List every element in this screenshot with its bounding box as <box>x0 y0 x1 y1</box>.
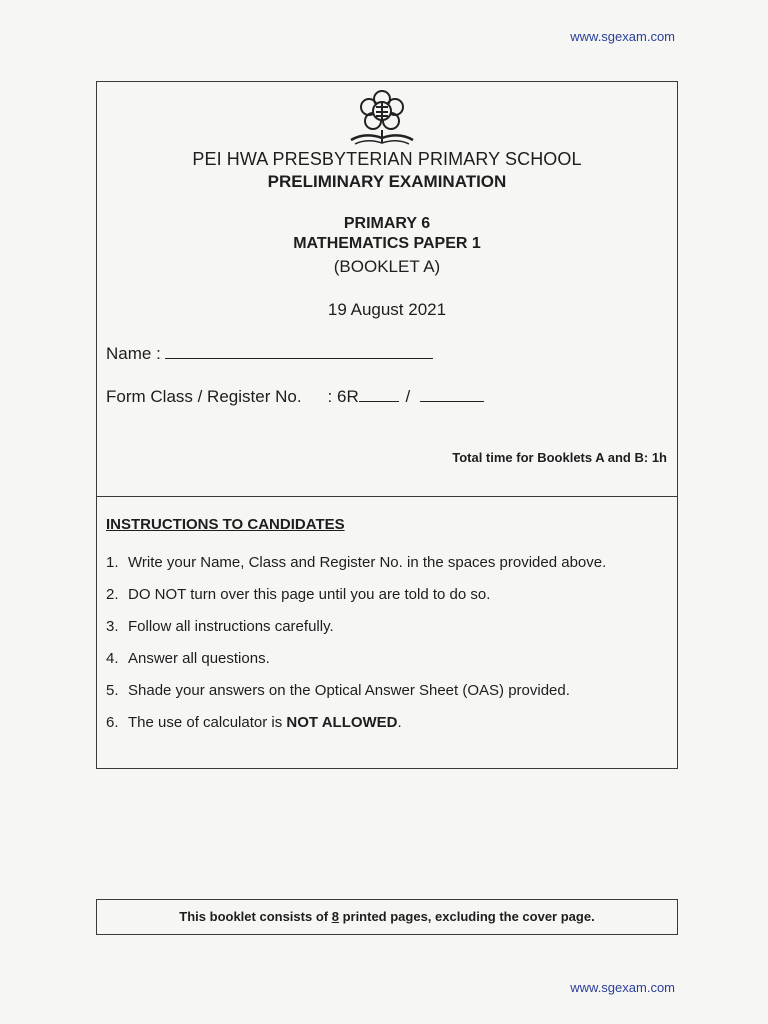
instructions-list <box>106 554 666 746</box>
item-text: The use of calculator is <box>128 714 287 731</box>
school-crest-icon <box>345 88 419 150</box>
page-count-suffix: printed pages, excluding the cover page. <box>338 909 595 924</box>
list-item <box>106 618 666 636</box>
item-number: 4. <box>106 650 119 667</box>
item-text: Write your Name, Class and Register No. in the spaces provided above. <box>128 554 607 571</box>
item-text: Follow all instructions carefully. <box>128 618 334 635</box>
class-label: Form Class / Register No. <box>106 387 302 406</box>
name-blank[interactable] <box>165 344 433 359</box>
exam-date: 19 August 2021 <box>327 300 447 319</box>
page-count-note <box>97 909 677 924</box>
total-time: Total time for Booklets A and B: 1h <box>452 450 667 465</box>
school-name: PEI HWA PRESBYTERIAN PRIMARY SCHOOL <box>192 149 582 169</box>
item-text: Answer all questions. <box>128 650 270 667</box>
name-field-row <box>106 344 433 364</box>
exam-name: PRELIMINARY EXAMINATION <box>267 172 507 191</box>
list-item <box>106 586 666 604</box>
page-count-box <box>96 899 678 935</box>
page-count-prefix: This booklet consists of <box>179 909 332 924</box>
item-number: 5. <box>106 682 119 699</box>
item-text: Shade your answers on the Optical Answer Sheet (OAS) provided. <box>128 682 570 699</box>
item-number: 1. <box>106 554 119 571</box>
item-text: DO NOT turn over this page until you are told to do so. <box>128 586 491 603</box>
class-register-slash: / <box>405 387 411 406</box>
page-count-number: 8 <box>331 909 339 924</box>
class-field-row <box>106 387 484 407</box>
website-link-bottom[interactable]: www.sgexam.com <box>570 980 675 995</box>
class-prefix: : 6R <box>327 387 359 406</box>
list-item <box>106 714 666 732</box>
booklet-title: (BOOKLET A) <box>333 257 441 276</box>
level-title: PRIMARY 6 <box>343 215 431 232</box>
section-divider <box>97 496 677 497</box>
website-link-top[interactable]: www.sgexam.com <box>570 29 675 44</box>
class-blank[interactable] <box>359 387 399 402</box>
list-item <box>106 682 666 700</box>
cover-box <box>96 81 678 769</box>
name-label: Name : <box>106 344 161 363</box>
register-blank[interactable] <box>420 387 484 402</box>
list-item <box>106 650 666 668</box>
instructions-heading: INSTRUCTIONS TO CANDIDATES <box>106 516 345 533</box>
item-text-end: . <box>397 714 402 731</box>
item-number: 6. <box>106 714 119 731</box>
not-allowed-emphasis: NOT ALLOWED <box>286 714 398 731</box>
list-item <box>106 554 666 572</box>
item-number: 3. <box>106 618 119 635</box>
item-number: 2. <box>106 586 119 603</box>
paper-title: MATHEMATICS PAPER 1 <box>293 235 481 252</box>
